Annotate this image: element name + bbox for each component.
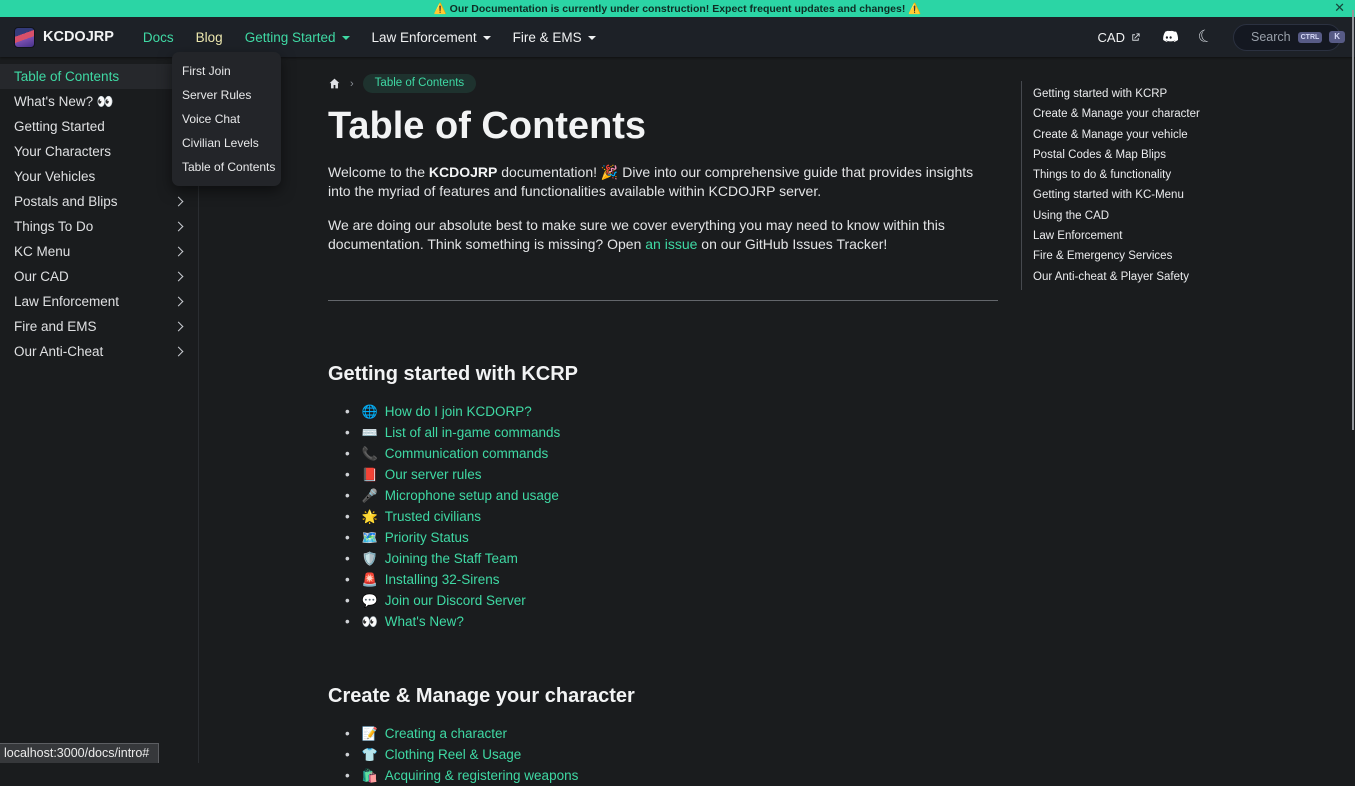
chevron-down-icon <box>588 36 596 40</box>
link-preview-statusbar: localhost:3000/docs/intro# <box>0 743 159 763</box>
announcement-text: ⚠️ Our Documentation is currently under construction! Expect frequent updates and changes! ⚠️ <box>433 3 922 15</box>
sidebar-item-label: KC Menu <box>14 244 71 259</box>
sidebar-item-getting-started[interactable] <box>0 114 198 139</box>
sidebar-item-label: Things To Do <box>14 219 94 234</box>
sidebar-item-label: Our Anti-Cheat <box>14 344 104 359</box>
doc-content <box>328 57 998 786</box>
dropdown-item-voice-chat[interactable]: Voice Chat <box>182 112 241 126</box>
nav-item-label: Fire & EMS <box>512 29 582 45</box>
intro-text: Welcome to the <box>328 164 429 180</box>
nav-item-docs[interactable]: Docs <box>142 29 174 45</box>
sidebar-item-fire-and-ems[interactable] <box>0 314 198 339</box>
breadcrumb <box>328 74 998 93</box>
chevron-down-icon <box>483 36 491 40</box>
list-item <box>345 401 998 422</box>
intro-paragraph <box>328 163 998 200</box>
feedback-text: We are doing our absolute best to make sure we cover everything you may need to know within this documentation. Think something is missing? Open <box>328 217 945 252</box>
chevron-right-icon <box>174 222 184 232</box>
sidebar-item-our-anti-cheat[interactable] <box>0 339 198 364</box>
list-item <box>345 443 998 464</box>
tshirt-icon: • 👕 <box>361 746 378 762</box>
dropdown-item-server-rules[interactable]: Server Rules <box>182 88 252 102</box>
external-link-icon <box>1130 32 1141 43</box>
sidebar-item-label: Law Enforcement <box>14 294 120 309</box>
map-icon: • 🗺️ <box>361 529 378 545</box>
shopping-bag-icon: • 🛍️ <box>361 767 378 783</box>
search-input[interactable] <box>1233 24 1341 51</box>
kbd-ctrl: CTRL <box>1298 32 1323 43</box>
list-item <box>345 464 998 485</box>
getting-started-dropdown <box>172 52 281 186</box>
nav-item-law-enforcement[interactable] <box>363 24 500 51</box>
dropdown-item-civilian-levels[interactable]: Civilian Levels <box>182 136 259 150</box>
microphone-icon: • 🎤 <box>361 487 378 503</box>
section-getting-started <box>328 363 998 632</box>
list-item <box>345 590 998 611</box>
brand-mention: KCDOJRP <box>428 164 498 180</box>
shield-icon: • 🛡️ <box>361 550 378 566</box>
doc-link-installing-32-sirens[interactable]: Installing 32-Sirens <box>384 572 500 587</box>
breadcrumb-current[interactable]: Table of Contents <box>363 74 477 93</box>
sidebar-item-your-characters[interactable] <box>0 139 198 164</box>
list-item <box>345 569 998 590</box>
dropdown-item-table-of-contents[interactable]: Table of Contents <box>182 160 276 174</box>
nav-links <box>134 24 605 51</box>
section-manage-character <box>328 685 998 786</box>
navbar-right <box>1098 24 1341 51</box>
doc-link-list <box>328 723 998 786</box>
toc-item-law-enforcement[interactable]: Law Enforcement <box>1033 230 1123 243</box>
doc-link-join-discord[interactable]: Join our Discord Server <box>384 593 526 608</box>
moon-glyph: ☾ <box>1196 25 1216 48</box>
list-item <box>345 548 998 569</box>
toc-item-anti-cheat[interactable]: Our Anti-cheat & Player Safety <box>1033 270 1189 283</box>
sidebar-item-label: Getting Started <box>14 119 105 134</box>
kbd-k: K <box>1329 31 1345 43</box>
doc-link-list <box>328 401 998 632</box>
doc-link-joining-staff-team[interactable]: Joining the Staff Team <box>384 551 518 566</box>
intro-text: documentation! 🎉 Dive into our comprehensive guide that provides insights into the myriad of features and functionalities available within KCDOJRP server. <box>328 164 974 199</box>
toc-item-getting-started[interactable]: Getting started with KCRP <box>1033 88 1168 100</box>
list-item <box>345 527 998 548</box>
phone-icon: • 📞 <box>361 445 378 461</box>
sidebar-item-label: Your Characters <box>14 144 112 159</box>
discord-icon[interactable] <box>1157 26 1179 48</box>
chevron-right-icon <box>174 347 184 357</box>
cad-external-link[interactable] <box>1098 30 1141 45</box>
list-item <box>345 422 998 443</box>
book-icon: • 📕 <box>361 466 378 482</box>
discord-glyph <box>1159 30 1178 45</box>
section-heading: Create & Manage your character <box>328 685 635 707</box>
nav-item-getting-started[interactable] <box>236 24 359 51</box>
toc-item-manage-character[interactable]: Create & Manage your character <box>1033 108 1200 121</box>
nav-item-fire-ems[interactable] <box>504 24 605 51</box>
sidebar-item-label: Fire and EMS <box>14 319 97 334</box>
doc-link-creating-a-character[interactable]: Creating a character <box>384 726 508 741</box>
breadcrumb-separator: › <box>350 77 354 90</box>
list-item <box>345 611 998 632</box>
sidebar-item-label: Our CAD <box>14 269 69 284</box>
doc-link-how-do-i-join[interactable]: How do I join KCDORP? <box>384 404 532 419</box>
list-item <box>345 723 998 744</box>
search-placeholder: Search <box>1251 30 1291 44</box>
sidebar-item-our-cad[interactable] <box>0 264 198 289</box>
siren-icon: • 🚨 <box>361 571 378 587</box>
doc-link-whats-new[interactable]: What's New? <box>384 614 464 629</box>
toc-item-postal-codes[interactable]: Postal Codes & Map Blips <box>1033 148 1166 161</box>
section-heading: Getting started with KCRP <box>328 363 579 385</box>
toc-item-manage-vehicle[interactable]: Create & Manage your vehicle <box>1033 128 1188 141</box>
toc-item-things-to-do[interactable]: Things to do & functionality <box>1033 169 1172 182</box>
star-icon: • 🌟 <box>361 508 378 524</box>
sidebar-item-your-vehicles[interactable] <box>0 164 198 189</box>
sidebar-item-label: Table of Contents <box>14 69 120 84</box>
sidebar-item-whats-new[interactable] <box>0 89 198 114</box>
globe-icon: • 🌐 <box>361 403 378 419</box>
brand-name: KCDOJRP <box>43 29 114 45</box>
sidebar-item-label: Your Vehicles <box>14 169 96 184</box>
sidebar <box>0 57 199 763</box>
scrollbar[interactable] <box>1352 10 1355 430</box>
list-item <box>345 485 998 506</box>
feedback-paragraph <box>328 216 998 253</box>
toc-item-using-the-cad[interactable]: Using the CAD <box>1033 209 1110 222</box>
chevron-right-icon <box>174 247 184 257</box>
keyboard-icon: • ⌨️ <box>361 424 378 440</box>
toc-item-fire-emergency[interactable]: Fire & Emergency Services <box>1033 250 1173 263</box>
sidebar-item-kc-menu[interactable] <box>0 239 198 264</box>
brand[interactable] <box>14 27 114 48</box>
feedback-text: on our GitHub Issues Tracker! <box>697 235 888 252</box>
doc-link-microphone-setup[interactable]: Microphone setup and usage <box>384 488 559 503</box>
nav-item-label: Law Enforcement <box>371 29 477 45</box>
doc-link-ingame-commands[interactable]: List of all in-game commands <box>384 425 561 440</box>
doc-link-clothing-reel[interactable]: Clothing Reel & Usage <box>384 747 522 762</box>
nav-item-blog[interactable]: Blog <box>195 29 223 45</box>
memo-icon: • 📝 <box>361 725 378 741</box>
doc-link-communication-commands[interactable]: Communication commands <box>384 446 549 461</box>
nav-item-label: Getting Started <box>244 29 336 45</box>
list-item <box>345 506 998 527</box>
chevron-right-icon <box>174 297 184 307</box>
divider <box>328 300 998 301</box>
dropdown-item-first-join[interactable]: First Join <box>182 64 231 78</box>
toc-item-kc-menu[interactable]: Getting started with KC-Menu <box>1033 189 1184 202</box>
announcement-banner <box>0 0 1355 17</box>
doc-link-priority-status[interactable]: Priority Status <box>384 530 469 545</box>
sidebar-item-things-to-do[interactable] <box>0 214 198 239</box>
speech-balloon-icon: • 💬 <box>361 592 378 608</box>
sidebar-item-label: What's New? 👀 <box>14 93 114 109</box>
close-icon[interactable]: ✕ <box>1334 0 1345 15</box>
home-icon[interactable] <box>328 77 341 90</box>
sidebar-item-label: Postals and Blips <box>14 194 118 209</box>
page-toc <box>1021 81 1331 290</box>
cad-label: CAD <box>1097 29 1125 45</box>
sidebar-item-law-enforcement[interactable] <box>0 289 198 314</box>
list-item <box>345 744 998 765</box>
list-item <box>345 765 998 786</box>
an-issue-link[interactable]: an issue <box>645 235 698 252</box>
navbar <box>0 17 1355 57</box>
doc-link-trusted-civilians[interactable]: Trusted civilians <box>384 509 482 524</box>
page-title: Table of Contents <box>328 105 647 147</box>
chevron-right-icon <box>174 322 184 332</box>
chevron-right-icon <box>174 272 184 282</box>
sidebar-item-table-of-contents[interactable] <box>0 64 198 89</box>
eyes-icon: • 👀 <box>361 613 378 629</box>
theme-toggle-moon-icon[interactable] <box>1195 26 1217 48</box>
doc-link-registering-weapons[interactable]: Acquiring & registering weapons <box>384 768 579 783</box>
chevron-right-icon <box>174 197 184 207</box>
brand-logo-icon <box>14 27 35 48</box>
chevron-down-icon <box>342 36 350 40</box>
sidebar-item-postals-and-blips[interactable] <box>0 189 198 214</box>
doc-link-server-rules[interactable]: Our server rules <box>384 467 482 482</box>
